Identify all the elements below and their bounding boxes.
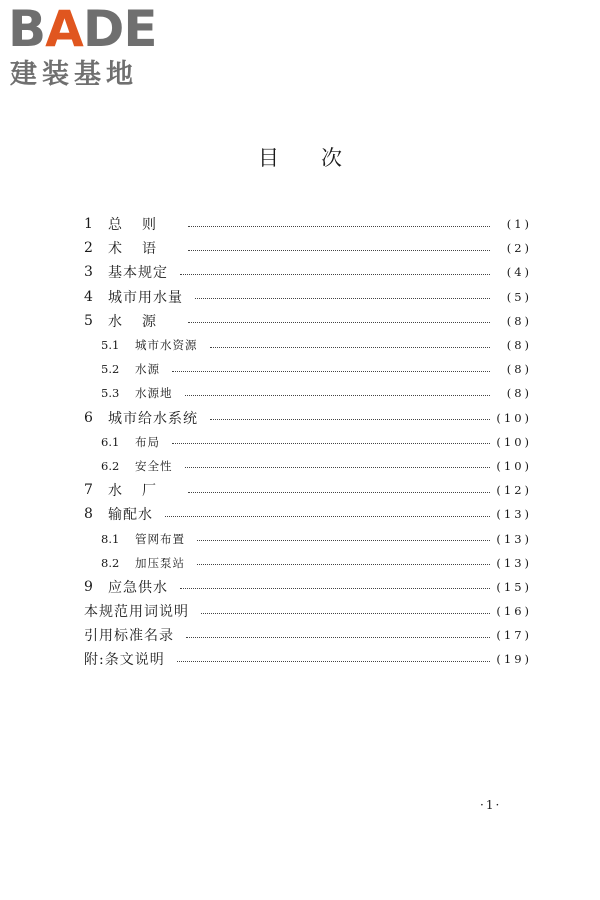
logo-letter-b: B <box>8 0 46 58</box>
toc-entry-page: (12) <box>496 483 532 498</box>
toc-entry-number: 8.1 <box>101 531 120 546</box>
toc-entry-number: 5.2 <box>101 362 120 377</box>
toc-entry-title: 水源地 <box>135 386 173 401</box>
toc-entry-title: 管网布置 <box>135 531 185 546</box>
toc-entry-title: 术语 <box>108 241 176 258</box>
logo-wordmark <box>8 0 157 58</box>
toc-dot-leader <box>210 419 490 420</box>
toc-entry-number: 5.1 <box>101 338 120 353</box>
toc-dot-leader <box>197 564 490 565</box>
toc-entry <box>84 551 532 575</box>
toc-entry-title: 水源 <box>135 362 160 377</box>
toc-entry-page: (8) <box>506 338 532 353</box>
toc-entry-title: 安全性 <box>135 458 173 473</box>
toc-entry-number: 2 <box>84 240 93 257</box>
toc-entry-page: (13) <box>496 555 532 570</box>
toc-entry-page: (13) <box>496 531 532 546</box>
toc-entry <box>84 212 532 236</box>
toc-entry <box>84 454 532 478</box>
toc-entry-page: (17) <box>496 628 532 643</box>
toc-entry-page: (8) <box>506 386 532 401</box>
toc-entry-number: 6 <box>84 409 93 426</box>
toc-dot-leader <box>188 250 490 251</box>
toc-entry-title: 引用标准名录 <box>84 628 174 645</box>
toc-entry <box>84 381 532 405</box>
toc-entry-number: 6.2 <box>101 458 120 473</box>
toc-dot-leader <box>210 347 491 348</box>
toc-entry-title: 应急供水 <box>108 579 168 596</box>
toc-dot-leader <box>177 661 490 662</box>
toc-entry <box>84 526 532 550</box>
toc-dot-leader <box>185 395 491 396</box>
toc-entry-title: 附:条文说明 <box>84 652 165 669</box>
toc-entry-page: (10) <box>496 410 532 425</box>
toc-dot-leader <box>188 322 490 323</box>
toc-entry-title: 城市用水量 <box>108 289 183 306</box>
toc-entry-number: 8.2 <box>101 555 120 570</box>
toc-entry-number: 5.3 <box>101 386 120 401</box>
page-title: 目次 <box>258 146 384 170</box>
toc-entry-number: 1 <box>84 216 93 233</box>
toc-entry-number: 5 <box>84 312 93 329</box>
toc-entry-page: (10) <box>496 458 532 473</box>
toc-entry-page: (16) <box>496 604 532 619</box>
toc-entry-number: 7 <box>84 482 93 499</box>
toc-entry-title: 加压泵站 <box>135 555 185 570</box>
toc-entry-page: (8) <box>506 313 532 328</box>
toc-entry-page: (15) <box>496 579 532 594</box>
page-number: ·1· <box>480 798 502 812</box>
toc-entry-number: 8 <box>84 506 93 523</box>
toc-entry-number: 9 <box>84 578 93 595</box>
toc-entry-title: 基本规定 <box>108 265 168 282</box>
table-of-contents <box>84 212 532 672</box>
logo-subtitle: 建装基地 <box>10 59 138 90</box>
toc-entry <box>84 406 532 430</box>
toc-entry-title: 城市水资源 <box>135 338 198 353</box>
toc-dot-leader <box>185 467 491 468</box>
toc-dot-leader <box>186 637 490 638</box>
toc-dot-leader <box>180 588 490 589</box>
logo-letters-de: DE <box>82 0 157 58</box>
toc-entry-page: (8) <box>506 362 532 377</box>
toc-entry <box>84 502 532 526</box>
toc-entry-page: (13) <box>496 507 532 522</box>
toc-entry-title: 布局 <box>135 434 160 449</box>
toc-entry-page: (4) <box>506 265 532 280</box>
toc-entry-page: (19) <box>496 652 532 667</box>
toc-dot-leader <box>165 516 490 517</box>
toc-entry-page: (1) <box>506 217 532 232</box>
toc-dot-leader <box>172 443 490 444</box>
toc-dot-leader <box>172 371 490 372</box>
toc-dot-leader <box>188 226 490 227</box>
toc-entry-title: 城市给水系统 <box>108 410 198 427</box>
toc-entry-page: (5) <box>506 289 532 304</box>
toc-entry <box>84 430 532 454</box>
toc-entry-title: 输配水 <box>108 507 153 524</box>
toc-entry-page: (10) <box>496 434 532 449</box>
toc-dot-leader <box>197 540 490 541</box>
toc-entry <box>84 236 532 260</box>
toc-entry-title: 本规范用词说明 <box>84 604 189 621</box>
toc-dot-leader <box>201 613 490 614</box>
toc-entry-number: 4 <box>84 288 93 305</box>
toc-entry-number: 6.1 <box>101 434 120 449</box>
logo-letter-a: A <box>45 0 83 58</box>
toc-entry <box>84 260 532 284</box>
toc-entry <box>84 285 532 309</box>
bade-logo <box>8 0 178 94</box>
toc-entry <box>84 478 532 502</box>
toc-entry <box>84 623 532 647</box>
toc-entry-title: 水厂 <box>108 483 176 500</box>
toc-entry-number: 3 <box>84 264 93 281</box>
toc-entry-page: (2) <box>506 241 532 256</box>
toc-entry <box>84 647 532 671</box>
toc-entry <box>84 333 532 357</box>
toc-entry <box>84 309 532 333</box>
toc-dot-leader <box>195 298 490 299</box>
toc-dot-leader <box>180 274 490 275</box>
toc-entry <box>84 599 532 623</box>
toc-entry-title: 水源 <box>108 313 176 330</box>
toc-entry <box>84 357 532 381</box>
toc-dot-leader <box>188 492 490 493</box>
toc-entry-title: 总则 <box>108 217 176 234</box>
toc-entry <box>84 575 532 599</box>
